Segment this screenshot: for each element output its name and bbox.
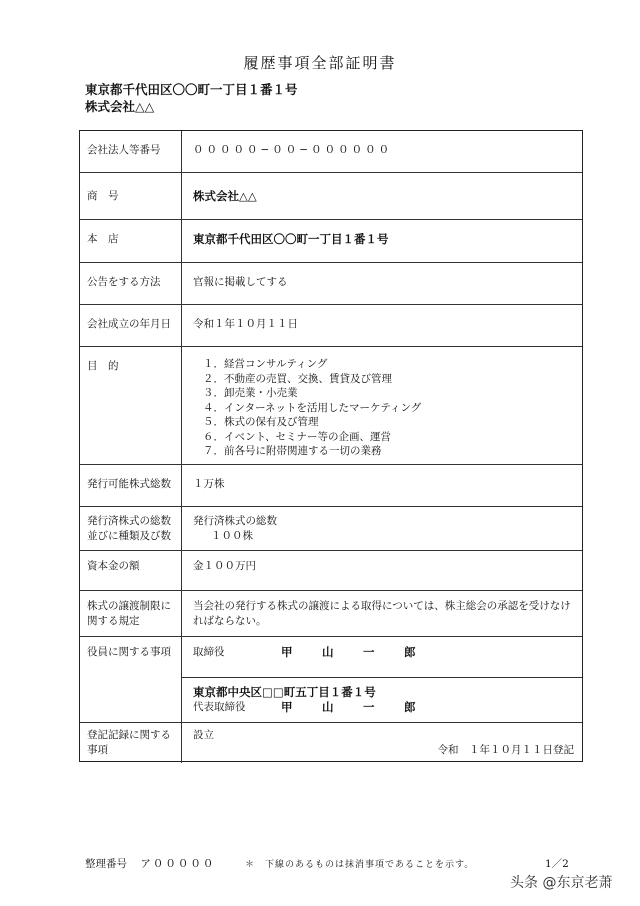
label-issued-shares xyxy=(80,507,182,550)
header-address: 東京都千代田区〇〇町一丁目１番１号 xyxy=(85,82,298,97)
purpose-list xyxy=(193,357,574,459)
director-title: 取締役 xyxy=(193,646,225,658)
row-transfer-restriction xyxy=(80,591,582,637)
value-head-office: 東京都千代田区〇〇町一丁目１番１号 xyxy=(193,232,389,246)
value-trade-name: 株式会社△△ xyxy=(193,189,257,203)
row-head-office xyxy=(80,220,582,263)
label-head-office: 本 店 xyxy=(80,220,182,262)
watermark: 头条 @东京老萧 xyxy=(510,875,613,891)
director-name: 甲 山 一 郎 xyxy=(281,645,425,659)
registration-date: 令和 １年１０月１１日登記 xyxy=(437,744,574,756)
label-registration xyxy=(80,723,182,763)
label-public-notice: 公告をする方法 xyxy=(80,263,182,304)
label-transfer-restriction xyxy=(80,591,182,636)
footer xyxy=(85,856,585,871)
value-authorized-shares: １万株 xyxy=(193,478,225,490)
label-authorized-shares: 発行可能株式総数 xyxy=(80,465,182,506)
label-trade-name: 商 号 xyxy=(80,173,182,219)
rep-name: 甲 山 一 郎 xyxy=(281,700,425,714)
purpose-item: ７．前各号に附帯関連する一切の業務 xyxy=(203,445,382,457)
row-corp-number xyxy=(80,131,582,173)
row-issued-shares xyxy=(80,507,582,551)
value-issued-shares-line1: 発行済株式の総数 xyxy=(193,515,277,527)
value-public-notice: 官報に掲載してする xyxy=(193,276,288,288)
strikeout-note: ＊ 下線のあるものは抹消事項であることを示す。 xyxy=(245,860,475,870)
value-registration: 設立 xyxy=(193,729,214,741)
row-purpose xyxy=(80,347,582,465)
row-trade-name xyxy=(80,173,582,220)
purpose-item: ６．イベント、セミナー等の企画、運営 xyxy=(203,430,392,443)
officer-representative xyxy=(193,685,574,715)
value-transfer-restriction: 当会社の発行する株式の譲渡による取得については、株主総会の承認を受けなければならない。 xyxy=(193,600,571,627)
value-corp-number: ０００００−００−００００００ xyxy=(193,144,393,156)
row-officers xyxy=(80,637,582,723)
label-registration-line2: 事項 xyxy=(87,744,108,756)
rep-address: 東京都中央区□□町五丁目１番１号 xyxy=(193,685,376,699)
label-issued-shares-line1: 発行済株式の総数 xyxy=(87,515,171,527)
label-officers: 役員に関する事項 xyxy=(80,637,182,722)
value-issued-shares xyxy=(193,514,574,544)
label-purpose: 目 的 xyxy=(80,347,182,464)
label-established: 会社成立の年月日 xyxy=(80,305,182,346)
label-transfer-line1: 株式の譲渡制限に xyxy=(87,600,171,612)
row-registration xyxy=(80,723,582,763)
label-registration-line1: 登記記録に関する xyxy=(87,729,171,741)
document-title: 履歴事項全部証明書 xyxy=(243,54,397,72)
row-established xyxy=(80,305,582,347)
label-transfer-line2: 関する規定 xyxy=(87,615,140,627)
purpose-item: １．経営コンサルティング xyxy=(203,358,328,370)
label-capital: 資本金の額 xyxy=(80,551,182,590)
purpose-item: ５．株式の保有及び管理 xyxy=(203,416,319,428)
certificate-table xyxy=(79,130,583,762)
purpose-item: ４．インターネットを活用したマーケティング xyxy=(203,401,422,414)
ref-label: 整理番号 xyxy=(85,858,127,870)
label-issued-shares-line2: 並びに種類及び数 xyxy=(87,530,171,542)
purpose-item: ３．卸売業・小売業 xyxy=(203,387,298,399)
value-capital: 金１００万円 xyxy=(193,560,256,572)
rep-title: 代表取締役 xyxy=(193,701,246,713)
value-purpose xyxy=(193,357,574,459)
row-capital xyxy=(80,551,582,591)
rep-line xyxy=(193,700,574,715)
page-number: 1／2 xyxy=(545,858,569,870)
row-public-notice xyxy=(80,263,582,305)
value-established: 令和１年１０月１１日 xyxy=(193,318,298,330)
purpose-item: ２．不動産の売買、交換、賃貸及び管理 xyxy=(203,372,392,385)
row-authorized-shares xyxy=(80,465,582,507)
ref-number: ア０００００ xyxy=(140,858,216,870)
value-issued-shares-line2: １００株 xyxy=(211,530,253,542)
officer-director xyxy=(193,645,574,660)
officer-subdivider xyxy=(182,677,582,678)
label-corp-number: 会社法人等番号 xyxy=(80,131,182,172)
header-company-name: 株式会社△△ xyxy=(85,99,155,114)
